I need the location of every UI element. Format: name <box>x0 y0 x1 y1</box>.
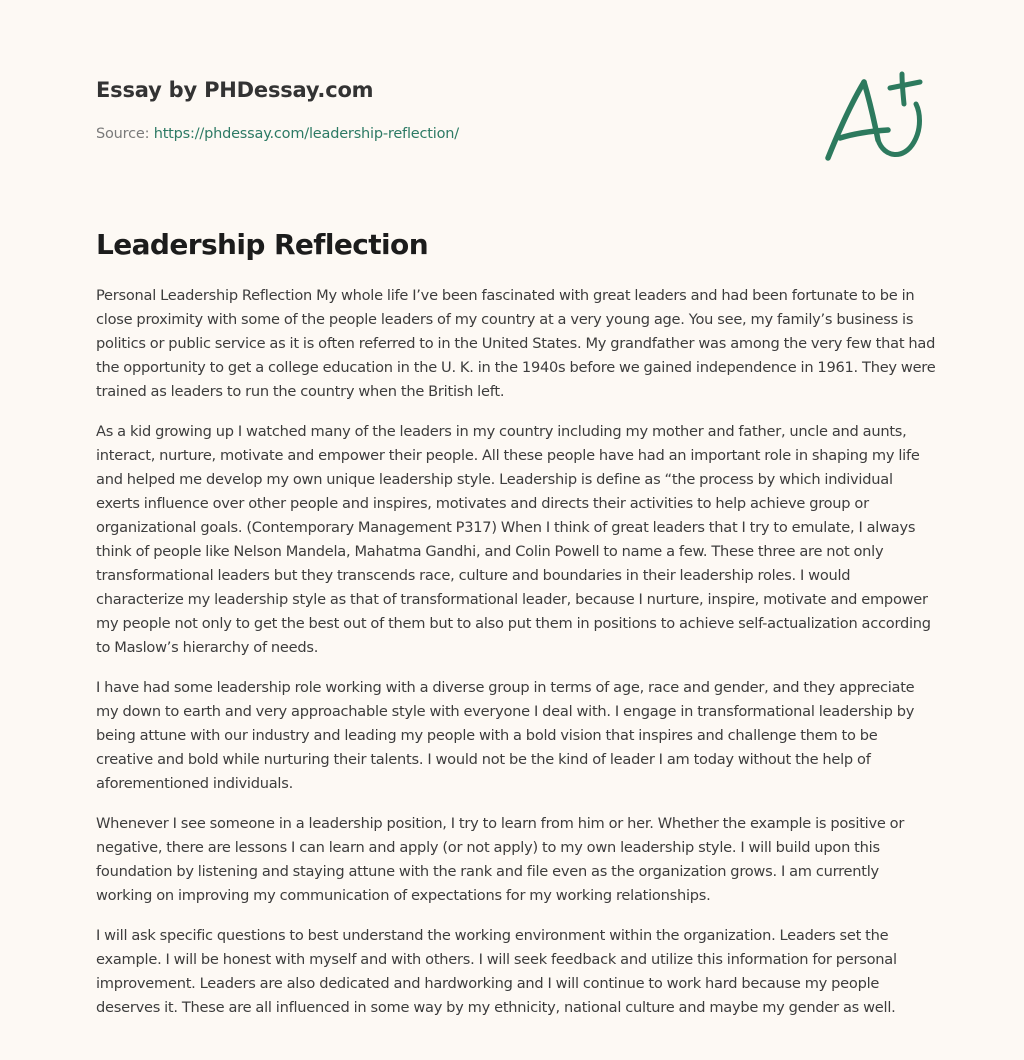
source-link[interactable]: https://phdessay.com/leadership-reflection/ <box>153 126 459 142</box>
page-header <box>96 76 696 144</box>
source-label: Source: <box>96 126 154 142</box>
document-title: Leadership Reflection <box>96 228 429 261</box>
site-brand: Essay by PHDessay.com <box>96 78 374 102</box>
a-plus-grade-icon <box>818 62 936 166</box>
paragraph: I will ask specific questions to best understand the working environment within the organization. Leaders set the example. I will be honest with myself and with others. I will seek feedback and utilize this information for personal improvement. Leaders are also dedicated and hardworking and I will continue to work hard because my people deserves it. These are all influenced in some way by my ethnicity, national culture and maybe my gender as well. <box>96 927 897 1016</box>
paragraph: Whenever I see someone in a leadership position, I try to learn from him or her. Whether the example is positive or negative, there are lessons I can learn and apply (or not apply) to my own leadership style. I will build upon this foundation by listening and staying attune with the rank and file even as the organization grows. I am currently working on improving my communication of expectations for my working relationships. <box>96 815 905 904</box>
paragraph: Personal Leadership Reflection My whole life I’ve been fascinated with great leaders and had been fortunate to be in close proximity with some of the people leaders of my country at a very young age. You see, my family’s business is politics or public service as it is often referred to in the United States. My grandfather was among the very few that had the opportunity to get a college education in the U. K. in the 1940s before we gained independence in 1961. They were trained as leaders to run the country when the British left. <box>96 287 936 400</box>
source-line <box>96 124 696 144</box>
paragraph: As a kid growing up I watched many of the leaders in my country including my mother and father, uncle and aunts, interact, nurture, motivate and empower their people. All these people have had an important role in shaping my life and helped me develop my own unique leadership style. Leadership is define as “the process by which individual exerts influence over other people and inspires, motivates and directs their activities to help achieve group or organizational goals. (Contemporary Management P317) When I think of great leaders that I try to emulate, I always think of people like Nelson Mandela, Mahatma Gandhi, and Colin Powell to name a few. These three are not only transformational leaders but they transcends race, culture and boundaries in their leadership roles. I would characterize my leadership style as that of transformational leader, because I nurture, inspire, motivate and empower my people not only to get the best out of them but to also put them in positions to achieve self-actualization according to Maslow’s hierarchy of needs. <box>96 423 931 656</box>
document-body <box>96 284 936 1036</box>
paragraph: I have had some leadership role working with a diverse group in terms of age, race and gender, and they appreciate my down to earth and very approachable style with everyone I deal with. I engage in transformational leadership by being attune with our industry and leading my people with a bold vision that inspires and challenge them to be creative and bold while nurturing their talents. I would not be the kind of leader I am today without the help of aforementioned individuals. <box>96 679 915 792</box>
